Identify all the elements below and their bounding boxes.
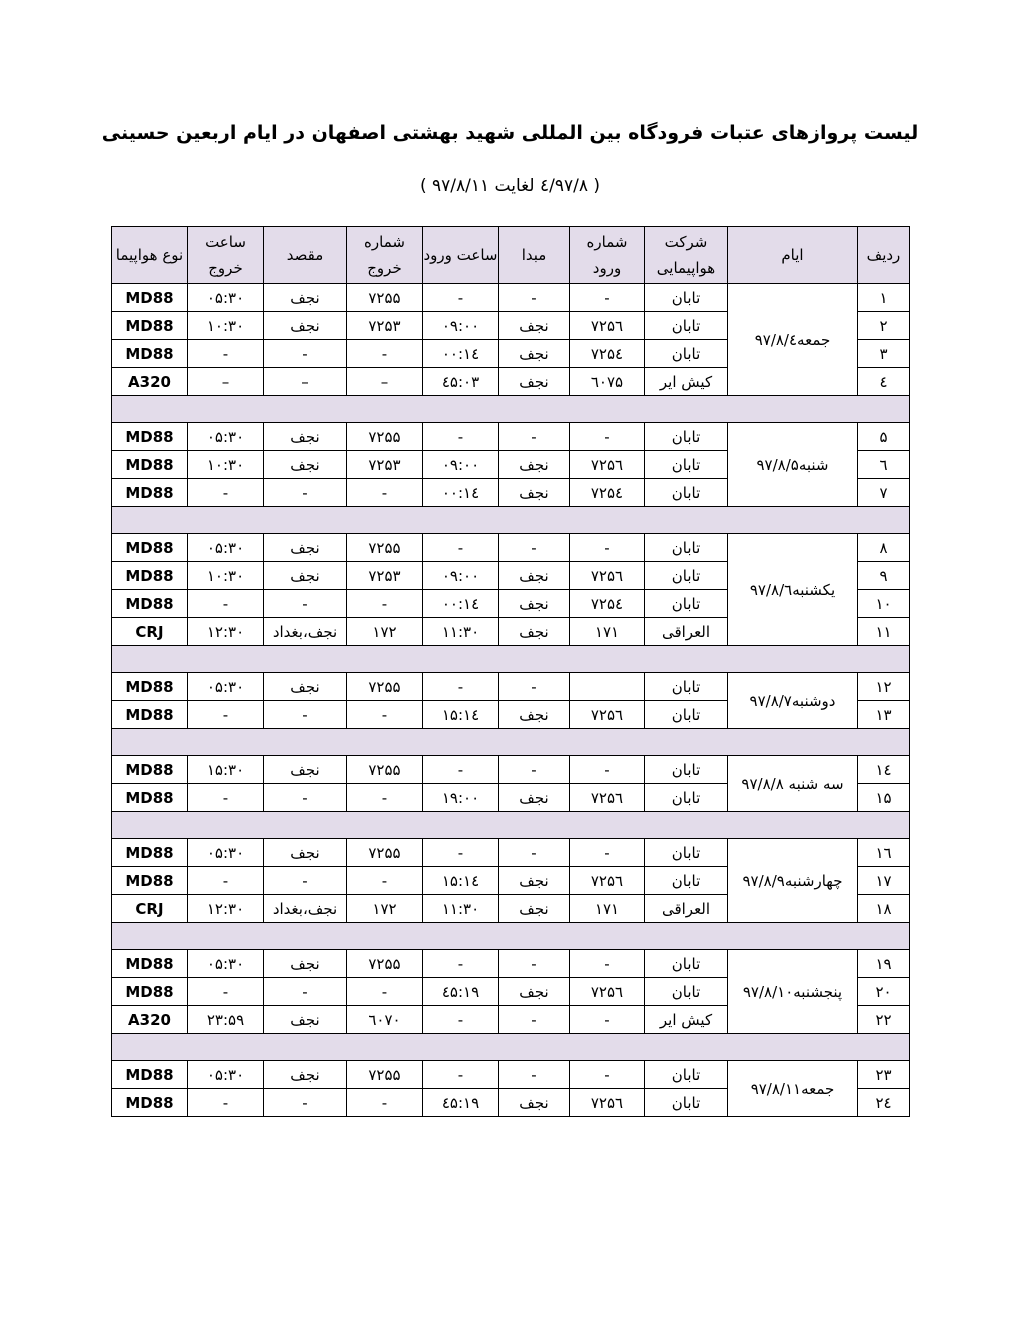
cell-origin: نجف [499,451,570,479]
cell-departure-number: ۱۷۲ [347,618,423,646]
cell-aircraft-type: MD88 [112,950,188,978]
table-row [112,673,910,701]
cell-destination: نجف [264,756,347,784]
cell-departure-number: ۷۲۵۵ [347,1061,423,1089]
day-separator-row [112,923,910,950]
cell-aircraft-type: A320 [112,1006,188,1034]
cell-origin: - [499,1061,570,1089]
cell-aircraft-type: MD88 [112,562,188,590]
cell-origin: نجف [499,895,570,923]
cell-destination: نجف [264,950,347,978]
cell-aircraft-type: MD88 [112,756,188,784]
cell-row-number: ۹ [858,562,910,590]
cell-destination: نجف [264,451,347,479]
cell-origin: - [499,839,570,867]
cell-row-number: ۱۱ [858,618,910,646]
cell-departure-number: - [347,479,423,507]
cell-destination: - [264,867,347,895]
cell-arrival-time: - [423,756,499,784]
day-separator-row [112,729,910,756]
cell-departure-number: ۱۷۲ [347,895,423,923]
cell-departure-time: – [188,368,264,396]
cell-destination: نجف،بغداد [264,895,347,923]
cell-row-number: ۸ [858,534,910,562]
cell-row-number: ۳ [858,340,910,368]
table-row [112,423,910,451]
cell-day: شنبه۹۷/۸/۵ [728,423,858,507]
cell-origin: - [499,950,570,978]
cell-origin: نجف [499,1089,570,1117]
cell-arrival-time: - [423,534,499,562]
header-departure-time: ساعت خروج [188,227,264,284]
cell-destination: نجف [264,534,347,562]
cell-destination: - [264,701,347,729]
cell-departure-number: - [347,590,423,618]
cell-airline: تابان [645,756,728,784]
cell-airline: تابان [645,784,728,812]
cell-departure-time: - [188,340,264,368]
cell-arrival-number: ۷۲۵٦ [570,1089,645,1117]
cell-origin: نجف [499,562,570,590]
header-origin: مبدا [499,227,570,284]
cell-arrival-number: - [570,423,645,451]
cell-row-number: ۱٦ [858,839,910,867]
cell-departure-time: - [188,784,264,812]
cell-aircraft-type: MD88 [112,534,188,562]
cell-airline: تابان [645,284,728,312]
cell-day: جمعه۹۷/۸/٤ [728,284,858,396]
cell-airline: تابان [645,534,728,562]
cell-origin: نجف [499,618,570,646]
cell-aircraft-type: CRJ [112,895,188,923]
cell-origin: نجف [499,368,570,396]
cell-departure-number: - [347,1089,423,1117]
cell-row-number: ۵ [858,423,910,451]
cell-departure-number: – [347,368,423,396]
cell-aircraft-type: CRJ [112,618,188,646]
cell-departure-time: - [188,1089,264,1117]
separator-cell [112,507,910,534]
separator-cell [112,812,910,839]
cell-day: یکشنبه۹۷/۸/٦ [728,534,858,646]
cell-airline: تابان [645,479,728,507]
cell-airline: تابان [645,451,728,479]
cell-aircraft-type: MD88 [112,1089,188,1117]
cell-destination: - [264,340,347,368]
cell-origin: نجف [499,784,570,812]
cell-arrival-number: - [570,839,645,867]
day-separator-row [112,507,910,534]
cell-destination: - [264,590,347,618]
cell-arrival-number: ۷۲۵٤ [570,479,645,507]
cell-destination: - [264,1089,347,1117]
cell-departure-time: ۰۵:۳۰ [188,534,264,562]
cell-departure-time: ۱۰:۳۰ [188,451,264,479]
separator-cell [112,396,910,423]
cell-departure-time: ۲۳:۵۹ [188,1006,264,1034]
cell-departure-time: ۱۲:۳۰ [188,895,264,923]
cell-airline: العراقی [645,895,728,923]
cell-departure-number: ۷۲۵۵ [347,423,423,451]
cell-row-number: ۲۳ [858,1061,910,1089]
cell-origin: - [499,673,570,701]
cell-day: پنجشنبه۹۷/۸/۱۰ [728,950,858,1034]
cell-origin: - [499,756,570,784]
day-separator-row [112,396,910,423]
page-title: لیست پروازهای عتبات فرودگاه بین المللی شهید بهشتی اصفهان در ایام اربعین حسینی [101,122,919,144]
cell-origin: - [499,423,570,451]
table-body [112,284,910,1117]
cell-origin: نجف [499,590,570,618]
cell-origin: نجف [499,312,570,340]
cell-destination: نجف [264,1061,347,1089]
cell-day: سه شنبه ۹۷/۸/۸ [728,756,858,812]
cell-arrival-time: ۱٤:۱۵ [423,867,499,895]
cell-departure-number: ۷۲۵۳ [347,312,423,340]
cell-row-number: ۱۸ [858,895,910,923]
header-arrival-number: شماره ورود [570,227,645,284]
cell-row-number: ۱۰ [858,590,910,618]
day-separator-row [112,646,910,673]
cell-airline: تابان [645,423,728,451]
table-row [112,1061,910,1089]
cell-row-number: ۱۹ [858,950,910,978]
cell-airline: کیش ایر [645,1006,728,1034]
cell-airline: کیش ایر [645,368,728,396]
separator-cell [112,1034,910,1061]
cell-arrival-time: - [423,423,499,451]
cell-destination: نجف [264,1006,347,1034]
cell-row-number: ۲۲ [858,1006,910,1034]
cell-arrival-number: ۷۲۵٦ [570,978,645,1006]
cell-departure-time: - [188,867,264,895]
cell-arrival-number: ۷۲۵٦ [570,867,645,895]
cell-departure-number: ۷۲۵۵ [347,284,423,312]
cell-aircraft-type: MD88 [112,867,188,895]
cell-arrival-number: ۷۲۵٦ [570,784,645,812]
cell-departure-time: ۰۵:۳۰ [188,1061,264,1089]
cell-departure-time: ۱۵:۳۰ [188,756,264,784]
cell-aircraft-type: MD88 [112,1061,188,1089]
cell-aircraft-type: A320 [112,368,188,396]
cell-aircraft-type: MD88 [112,340,188,368]
cell-airline: تابان [645,867,728,895]
cell-arrival-number: - [570,284,645,312]
cell-airline: تابان [645,590,728,618]
cell-origin: نجف [499,340,570,368]
table-row [112,284,910,312]
header-airline: شرکت هواپیمایی [645,227,728,284]
cell-departure-number: ۷۲۵۵ [347,534,423,562]
cell-destination: نجف [264,562,347,590]
cell-row-number: ۱۲ [858,673,910,701]
cell-departure-number: ۷۲۵۵ [347,839,423,867]
cell-arrival-time: ۱۹:٤۵ [423,1089,499,1117]
cell-arrival-time: ۱۱:۳۰ [423,895,499,923]
header-days: ایام [728,227,858,284]
cell-departure-time: ۱۲:۳۰ [188,618,264,646]
cell-destination: نجف [264,312,347,340]
cell-destination: نجف،بغداد [264,618,347,646]
cell-arrival-time: ۱٤:۰۰ [423,479,499,507]
cell-origin: نجف [499,978,570,1006]
cell-row-number: ٤ [858,368,910,396]
cell-destination: نجف [264,284,347,312]
cell-row-number: ۷ [858,479,910,507]
cell-destination: – [264,368,347,396]
cell-arrival-time: - [423,284,499,312]
cell-row-number: ۱۵ [858,784,910,812]
cell-departure-time: - [188,590,264,618]
cell-airline: العراقی [645,618,728,646]
cell-row-number: ۱۷ [858,867,910,895]
cell-arrival-time: ۱۹:۰۰ [423,784,499,812]
cell-departure-time: - [188,701,264,729]
header-arrival-time: ساعت ورود [423,227,499,284]
cell-aircraft-type: MD88 [112,451,188,479]
cell-aircraft-type: MD88 [112,590,188,618]
cell-arrival-number: - [570,756,645,784]
cell-row-number: ۱٤ [858,756,910,784]
cell-airline: تابان [645,839,728,867]
cell-row-number: ۲ [858,312,910,340]
table-row [112,839,910,867]
cell-aircraft-type: MD88 [112,423,188,451]
cell-airline: تابان [645,312,728,340]
separator-cell [112,729,910,756]
cell-arrival-number [570,673,645,701]
cell-arrival-number: - [570,950,645,978]
flights-table [111,226,910,1117]
cell-origin: نجف [499,701,570,729]
cell-arrival-time: ۱۹:٤۵ [423,978,499,1006]
cell-departure-time: ۱۰:۳۰ [188,312,264,340]
cell-destination: - [264,784,347,812]
cell-arrival-number: ۷۲۵٤ [570,590,645,618]
cell-aircraft-type: MD88 [112,978,188,1006]
cell-departure-time: - [188,479,264,507]
table-row [112,534,910,562]
cell-departure-number: ۷۲۵۵ [347,673,423,701]
cell-departure-time: ۰۵:۳۰ [188,673,264,701]
cell-arrival-number: ۷۲۵٦ [570,562,645,590]
cell-aircraft-type: MD88 [112,701,188,729]
cell-departure-number: - [347,867,423,895]
date-range: ( ۹۷/۸/٤ لغایت ۹۷/۸/۱۱ ) [420,176,600,196]
header-destination: مقصد [264,227,347,284]
cell-origin: نجف [499,479,570,507]
cell-day: جمعه۹۷/۸/۱۱ [728,1061,858,1117]
cell-departure-number: ٦۰۷۰ [347,1006,423,1034]
cell-airline: تابان [645,1061,728,1089]
cell-origin: - [499,284,570,312]
cell-departure-number: ۷۲۵۳ [347,451,423,479]
table-header-row [112,227,910,284]
day-separator-row [112,812,910,839]
header-aircraft-type: نوع هواپیما [112,227,188,284]
cell-arrival-time: ۰۳:٤۵ [423,368,499,396]
cell-aircraft-type: MD88 [112,479,188,507]
cell-arrival-time: ۱۱:۳۰ [423,618,499,646]
cell-day: چهارشنبه۹۷/۸/۹ [728,839,858,923]
cell-arrival-time: - [423,1061,499,1089]
cell-origin: نجف [499,867,570,895]
cell-departure-number: ۷۲۵۵ [347,950,423,978]
cell-aircraft-type: MD88 [112,284,188,312]
table-row [112,756,910,784]
cell-arrival-number: - [570,534,645,562]
cell-departure-number: ۷۲۵۵ [347,756,423,784]
cell-arrival-number: ۷۲۵٦ [570,451,645,479]
cell-arrival-time: ۱٤:۰۰ [423,340,499,368]
header-row-number: ردیف [858,227,910,284]
cell-aircraft-type: MD88 [112,839,188,867]
day-separator-row [112,1034,910,1061]
cell-departure-number: ۷۲۵۳ [347,562,423,590]
cell-destination: نجف [264,839,347,867]
cell-departure-time: ۰۵:۳۰ [188,284,264,312]
cell-arrival-time: ۰۹:۰۰ [423,562,499,590]
cell-arrival-time: - [423,673,499,701]
cell-arrival-time: - [423,1006,499,1034]
cell-destination: نجف [264,423,347,451]
cell-departure-number: - [347,978,423,1006]
cell-day: دوشنبه۹۷/۸/۷ [728,673,858,729]
cell-arrival-time: ۰۹:۰۰ [423,312,499,340]
cell-arrival-time: - [423,950,499,978]
cell-origin: - [499,534,570,562]
cell-arrival-number: ۱۷۱ [570,618,645,646]
cell-aircraft-type: MD88 [112,784,188,812]
cell-destination: - [264,479,347,507]
cell-row-number: ۲۰ [858,978,910,1006]
cell-aircraft-type: MD88 [112,312,188,340]
cell-row-number: ٦ [858,451,910,479]
header-departure-number: شماره خروج [347,227,423,284]
cell-departure-time: - [188,978,264,1006]
cell-airline: تابان [645,978,728,1006]
cell-departure-number: - [347,340,423,368]
cell-arrival-number: - [570,1061,645,1089]
cell-airline: تابان [645,340,728,368]
cell-aircraft-type: MD88 [112,673,188,701]
cell-arrival-number: ۷۲۵٤ [570,340,645,368]
cell-arrival-time: - [423,839,499,867]
cell-arrival-time: ۱٤:۱۵ [423,701,499,729]
cell-origin: - [499,1006,570,1034]
cell-arrival-number: ۷۲۵٦ [570,701,645,729]
cell-airline: تابان [645,701,728,729]
cell-airline: تابان [645,562,728,590]
cell-departure-time: ۰۵:۳۰ [188,839,264,867]
cell-departure-time: ۰۵:۳۰ [188,950,264,978]
table-row [112,950,910,978]
cell-arrival-number: ۱۷۱ [570,895,645,923]
separator-cell [112,923,910,950]
cell-arrival-number: ۷۲۵٦ [570,312,645,340]
cell-arrival-time: ۰۹:۰۰ [423,451,499,479]
cell-airline: تابان [645,1089,728,1117]
cell-departure-time: ۱۰:۳۰ [188,562,264,590]
cell-destination: - [264,978,347,1006]
separator-cell [112,646,910,673]
cell-row-number: ۲٤ [858,1089,910,1117]
cell-airline: تابان [645,673,728,701]
cell-departure-number: - [347,701,423,729]
cell-departure-time: ۰۵:۳۰ [188,423,264,451]
cell-row-number: ۱ [858,284,910,312]
cell-arrival-number: ٦۰۷۵ [570,368,645,396]
cell-airline: تابان [645,950,728,978]
cell-destination: نجف [264,673,347,701]
cell-departure-number: - [347,784,423,812]
cell-arrival-number: - [570,1006,645,1034]
cell-row-number: ۱۳ [858,701,910,729]
cell-arrival-time: ۱٤:۰۰ [423,590,499,618]
